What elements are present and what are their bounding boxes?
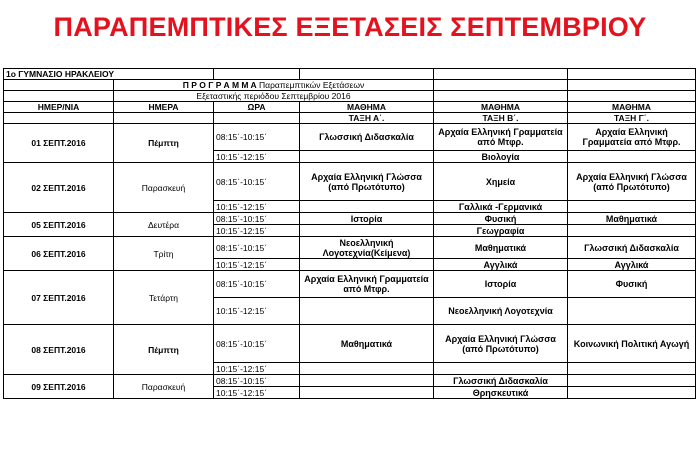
exam-time: 08:15΄-10:15΄ bbox=[214, 163, 300, 201]
subject-class-b: Χημεία bbox=[434, 163, 568, 201]
program-title: Π Ρ Ο Γ Ρ Α Μ Μ Α Παραπεμπτικών Εξετάσεων bbox=[114, 80, 434, 91]
header-subject-a: ΜΑΘΗΜΑ bbox=[300, 102, 434, 113]
page-title: ΠΑΡΑΠΕΜΠΤΙΚΕΣ ΕΞΕΤΑΣΕΙΣ ΣΕΠΤΕΜΒΡΙΟΥ bbox=[53, 12, 647, 42]
subject-class-b: Αγγλικά bbox=[434, 259, 568, 271]
exam-day: Πέμπτη bbox=[114, 124, 214, 163]
exam-time: 10:15΄-12:15΄ bbox=[214, 225, 300, 237]
header-class-a: ΤΑΞΗ Α΄. bbox=[300, 113, 434, 124]
subject-class-b: Νεοελληνική Λογοτεχνία bbox=[434, 298, 568, 325]
school-name: 1ο ΓΥΜΝΑΣΙΟ ΗΡΑΚΛΕΙΟΥ bbox=[4, 69, 214, 80]
subject-class-c: Αρχαία Ελληνική Γλώσσα (από Πρωτότυπο) bbox=[568, 163, 696, 201]
subject-class-b: Βιολογία bbox=[434, 151, 568, 163]
exam-time: 10:15΄-12:15΄ bbox=[214, 363, 300, 375]
school-row bbox=[4, 69, 696, 80]
exam-day: Παρασκευή bbox=[114, 163, 214, 213]
exam-day: Τρίτη bbox=[114, 237, 214, 271]
subject-class-b: Γαλλικά -Γερμανικά bbox=[434, 201, 568, 213]
table-row bbox=[4, 163, 696, 201]
subject-class-c bbox=[568, 298, 696, 325]
exam-date: 08 ΣΕΠΤ.2016 bbox=[4, 325, 114, 375]
subject-class-a bbox=[300, 201, 434, 213]
subject-class-c bbox=[568, 363, 696, 375]
subject-class-c bbox=[568, 375, 696, 387]
subject-class-a: Ιστορία bbox=[300, 213, 434, 225]
exam-time: 08:15΄-10:15΄ bbox=[214, 271, 300, 298]
header-class-c: ΤΑΞΗ Γ΄. bbox=[568, 113, 696, 124]
subject-class-a bbox=[300, 259, 434, 271]
header-subject-b: ΜΑΘΗΜΑ bbox=[434, 102, 568, 113]
table-row bbox=[4, 325, 696, 363]
subject-class-a bbox=[300, 375, 434, 387]
subject-class-c bbox=[568, 201, 696, 213]
subject-class-b: Αρχαία Ελληνική Γραμματεία από Μτφρ. bbox=[434, 124, 568, 151]
exam-date: 05 ΣΕΠΤ.2016 bbox=[4, 213, 114, 237]
subject-class-a: Μαθηματικά bbox=[300, 325, 434, 363]
header-subject-c: ΜΑΘΗΜΑ bbox=[568, 102, 696, 113]
period-row bbox=[4, 91, 696, 102]
class-header-row bbox=[4, 113, 696, 124]
exam-day: Πέμπτη bbox=[114, 325, 214, 375]
exam-period: Εξεταστικής περιόδου Σεπτεμβρίου 2016 bbox=[114, 91, 434, 102]
exam-day: Δευτέρα bbox=[114, 213, 214, 237]
exam-date: 07 ΣΕΠΤ.2016 bbox=[4, 271, 114, 325]
table-row bbox=[4, 213, 696, 225]
exam-time: 10:15΄-12:15΄ bbox=[214, 201, 300, 213]
exam-day: Παρασκευή bbox=[114, 375, 214, 399]
exam-date: 02 ΣΕΠΤ.2016 bbox=[4, 163, 114, 213]
table-row bbox=[4, 124, 696, 151]
header-time: ΩΡΑ bbox=[214, 102, 300, 113]
exam-day: Τετάρτη bbox=[114, 271, 214, 325]
exam-date: 06 ΣΕΠΤ.2016 bbox=[4, 237, 114, 271]
exam-time: 10:15΄-12:15΄ bbox=[214, 259, 300, 271]
subject-class-a bbox=[300, 363, 434, 375]
subject-class-a: Αρχαία Ελληνική Γραμματεία από Μτφρ. bbox=[300, 271, 434, 298]
subject-class-c: Γλωσσική Διδασκαλία bbox=[568, 237, 696, 259]
header-day: ΗΜΕΡΑ bbox=[114, 102, 214, 113]
subject-class-b: Γλωσσική Διδασκαλία bbox=[434, 375, 568, 387]
subject-class-b: Μαθηματικά bbox=[434, 237, 568, 259]
exam-time: 08:15΄-10:15΄ bbox=[214, 124, 300, 151]
exam-date: 09 ΣΕΠΤ.2016 bbox=[4, 375, 114, 399]
subject-class-b: Αρχαία Ελληνική Γλώσσα (από Πρωτότυπο) bbox=[434, 325, 568, 363]
subject-class-b: Ιστορία bbox=[434, 271, 568, 298]
program-row bbox=[4, 80, 696, 91]
subject-class-b: Φυσική bbox=[434, 213, 568, 225]
exam-time: 08:15΄-10:15΄ bbox=[214, 237, 300, 259]
subject-class-b bbox=[434, 363, 568, 375]
subject-class-c bbox=[568, 225, 696, 237]
subject-class-c bbox=[568, 151, 696, 163]
exam-time: 08:15΄-10:15΄ bbox=[214, 375, 300, 387]
subject-class-a: Γλωσσική Διδασκαλία bbox=[300, 124, 434, 151]
exam-time: 10:15΄-12:15΄ bbox=[214, 387, 300, 399]
header-date: ΗΜΕΡ/ΝΙΑ bbox=[4, 102, 114, 113]
subject-class-a: Αρχαία Ελληνική Γλώσσα (από Πρωτότυπο) bbox=[300, 163, 434, 201]
subject-class-a: Νεοελληνική Λογοτεχνία(Κείμενα) bbox=[300, 237, 434, 259]
exam-time: 08:15΄-10:15΄ bbox=[214, 213, 300, 225]
exam-schedule-table bbox=[3, 68, 696, 399]
table-row bbox=[4, 237, 696, 259]
subject-class-a bbox=[300, 298, 434, 325]
subject-class-c: Αρχαία Ελληνική Γραμματεία από Μτφρ. bbox=[568, 124, 696, 151]
exam-time: 08:15΄-10:15΄ bbox=[214, 325, 300, 363]
header-class-b: ΤΑΞΗ Β΄. bbox=[434, 113, 568, 124]
subject-class-a bbox=[300, 225, 434, 237]
subject-class-c: Φυσική bbox=[568, 271, 696, 298]
subject-class-a bbox=[300, 151, 434, 163]
subject-class-a bbox=[300, 387, 434, 399]
header-row bbox=[4, 102, 696, 113]
subject-class-c: Αγγλικά bbox=[568, 259, 696, 271]
subject-class-b: Θρησκευτικά bbox=[434, 387, 568, 399]
subject-class-c: Μαθηματικά bbox=[568, 213, 696, 225]
subject-class-b: Γεωγραφία bbox=[434, 225, 568, 237]
exam-date: 01 ΣΕΠΤ.2016 bbox=[4, 124, 114, 163]
table-row bbox=[4, 375, 696, 387]
subject-class-c: Κοινωνική Πολιτική Αγωγή bbox=[568, 325, 696, 363]
exam-time: 10:15΄-12:15΄ bbox=[214, 151, 300, 163]
exam-time: 10:15΄-12:15΄ bbox=[214, 298, 300, 325]
table-row bbox=[4, 271, 696, 298]
subject-class-c bbox=[568, 387, 696, 399]
